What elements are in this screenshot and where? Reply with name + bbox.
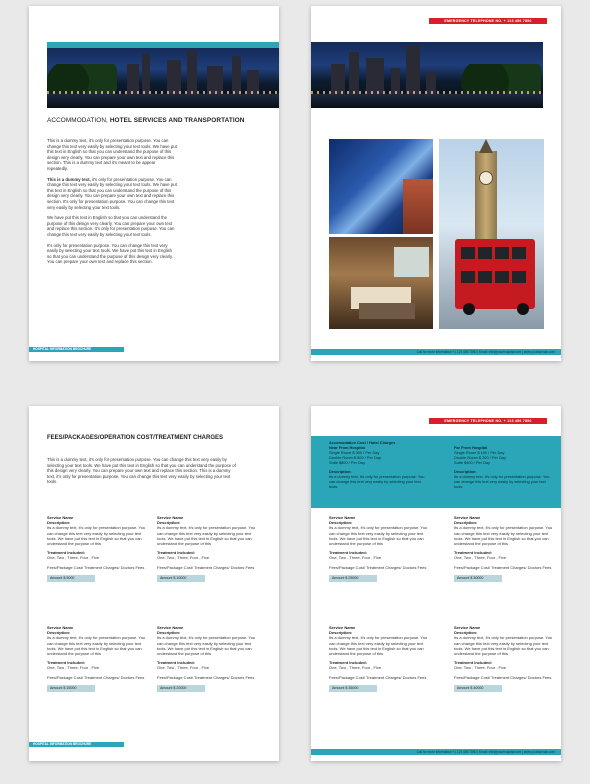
page-title: ACCOMMODATION, HOTEL SERVICES AND TRANSPORTATION [47,117,245,124]
hotel-room-photo [329,237,433,329]
amount-badge: Amount $ 25000 [329,575,377,582]
contact-bar: Call for more information +1 123 456 7890 | Email: info@yourhospital.com | www.yourdomain.com [311,749,561,755]
amount-badge: Amount $ 10000 [157,575,205,582]
big-ben-bus-photo [439,139,544,329]
amount-badge: Amount $ 35000 [329,685,377,692]
footer-label: HOSPITAL INFORMATION BROCHURE [29,347,124,352]
brochure-page-2 [311,6,561,361]
service-card: Service Name Description: Its a dummy text, it's only for presentation purpose. You can change this text very easily by selecting your text tools. We have put this text in English so that you can understand the purpose of this Treatment Included: One, Two , Three, Four , Five Fees/Package Cost/ Treatment Charges/ Doctors Fees Amount $ 10000 [157,515,256,580]
amount-badge: Amount $ 40000 [454,685,502,692]
service-card: Service Name Description: Its a dummy text, it's only for presentation purpose. You can change this text very easily by selecting your text tools. We have put this text in English so that you can understand the purpose of this Treatment Included: One, Two , Three, Four , Five Fees/Package Cost/ Treatment Charges/ Doctors Fees Amount $ 35000 [329,625,428,690]
city-skyline-photo [311,42,543,108]
near-hospital-column: Accomodation Cost / Hotel Charges Near From Hospital Single Room $ 300 / Per Day Double Room $ 600 / Per Day Suite $800 / Per Day Description: Its a dummy text, it's only for presentation purpose. You can change this text very easily by selecting your text tools. [329,440,425,489]
emergency-phone-banner: EMERGENCY TELEPHONE NO. + 123 456 7890 [429,18,547,24]
footer-label: HOSPITAL INFORMATION BROCHURE [29,742,124,747]
amount-badge: Amount $ 20000 [157,685,205,692]
amount-badge: Amount $ 30000 [454,575,502,582]
brochure-page-4 [311,406,561,761]
intro-text: This is a dummy text, it's only for presentation purpose. You can change this text very easily by selecting your text tools. We have put this text in English so that you can understand the purpose of this design very clearly. You can prepare your own text and replace this section. This is a dummy text, it's only for presentation purpose. You can change this text very easily by selecting your text tools. [47,457,236,485]
page-title: FEES/PACKAGES/OPERATION COST/TREATMENT CHARGES [47,435,224,441]
contact-bar: Call for more information +1 123 456 7890 | Email: info@yourhospital.com | www.yourdomain.com [311,349,561,355]
service-card: Service Name Description: Its a dummy text, it's only for presentation purpose. You can change this text very easily by selecting your text tools. We have put this text in English so that you can understand the purpose of this Treatment Included: One, Two , Three, Four , Five Fees/Package Cost/ Treatment Charges/ Doctors Fees Amount $ 20000 [157,625,256,690]
emergency-phone-banner: EMERGENCY TELEPHONE NO. + 123 456 7890 [429,418,547,424]
far-hospital-column: Far From Hospital Single Room $ 100 / Per Day Double Room $ 200 / Per Day Suite $400 / Per Day Description: Its a dummy text, it's only for presentation purpose. You can change this text very easily by selecting your text tools. [454,445,550,489]
service-card: Service Name Description: Its a dummy text, it's only for presentation purpose. You can change this text very easily by selecting your text tools. We have put this text in English so that you can understand the purpose of this Treatment Included: One, Two , Three, Four , Five Fees/Package Cost/ Treatment Charges/ Doctors Fees Amount $ 15000 [47,625,146,690]
service-card: Service Name Description: Its a dummy text, it's only for presentation purpose. You can change this text very easily by selecting your text tools. We have put this text in English so that you can understand the purpose of this Treatment Included: One, Two , Three, Four , Five Fees/Package Cost/ Treatment Charges/ Doctors Fees Amount $ 30000 [454,515,553,580]
service-card: Service Name Description: Its a dummy text, it's only for presentation purpose. You can change this text very easily by selecting your text tools. We have put this text in English so that you can understand the purpose of this Treatment Included: One, Two , Three, Four , Five Fees/Package Cost/ Treatment Charges/ Doctors Fees Amount $ 25000 [329,515,428,580]
brochure-page-3 [29,406,279,761]
amount-badge: Amount $ 5000 [47,575,95,582]
service-card: Service Name Description: Its a dummy text, it's only for presentation purpose. You can change this text very easily by selecting your text tools. We have put this text in English so that you can understand the purpose of this Treatment Included: One, Two , Three, Four , Five Fees/Package Cost/ Treatment Charges/ Doctors Fees Amount $ 5000 [47,515,146,580]
service-card: Service Name Description: Its a dummy text, it's only for presentation purpose. You can change this text very easily by selecting your text tools. We have put this text in English so that you can understand the purpose of this Treatment Included: One, Two , Three, Four , Five Fees/Package Cost/ Treatment Charges/ Doctors Fees Amount $ 40000 [454,625,553,690]
body-text: This is a dummy text, it's only for presentation purpose. You can change this text very easily by selecting your text tools. We have put this text in English so that you can understand the purpose of this design very clearly. You can prepare your own text and replace this section. This is a dummy text and it's meant to be appear repeatedly. This is a dummy text, it's only for presentation purpose. You can change this text very easily by selecting your text tools. We have put this text in English so that you can understand the purpose of this design very clearly. You can prepare your own text and replace this section. It's only for presentation purpose. You can change this text very easily by selecting your text tools. We have put this text in English so that you can understand the purpose of this design very clearly. You can prepare your own text and replace this section. It's only for presentation purpose. You can change this text very easily by selecting your text tools. It's only for presentation purpose. You can change this text very easily by selecting your text tools. We have put this text in English so that you can understand the purpose of this design very clearly. You can prepare your own text and replace this section. [47,138,177,265]
glass-building-photo [329,139,433,234]
amount-badge: Amount $ 15000 [47,685,95,692]
accommodation-cost-block [311,436,561,508]
city-skyline-photo [47,48,279,108]
brochure-page-1 [29,6,279,361]
